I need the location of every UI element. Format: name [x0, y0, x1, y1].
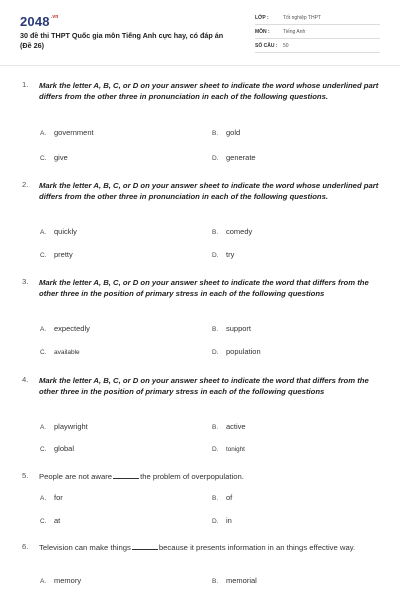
option-text: generate [226, 153, 256, 162]
option-text: try [226, 250, 235, 259]
option-a[interactable] [40, 227, 77, 236]
question-text-after: because it presents information in an things effective way. [158, 543, 356, 552]
answer-blank [113, 472, 139, 479]
option-letter: A. [40, 424, 47, 431]
option-letter: C. [40, 446, 47, 453]
question-instruction: Mark the letter A, B, C, or D on your answer sheet to indicate the word whose underlined part differs from the other three in pronunciation in each of the following questions. [39, 181, 379, 201]
option-text: quickly [54, 227, 77, 236]
option-letter: A. [40, 130, 47, 137]
question-number: 1. [22, 80, 29, 89]
question-number: 5. [22, 471, 29, 480]
question-instruction: Mark the letter A, B, C, or D on your answer sheet to indicate the word that differs from the other three in the position of primary stress in each of the following questions [39, 376, 369, 396]
option-letter: D. [212, 155, 219, 162]
option-letter: D. [212, 349, 219, 356]
option-letter: A. [40, 495, 47, 502]
option-text: global [54, 444, 75, 453]
meta-value: 50 [283, 43, 289, 49]
option-text: expectedly [54, 324, 90, 333]
option-b[interactable] [212, 324, 251, 333]
question-text [39, 471, 382, 482]
option-letter: B. [212, 229, 219, 236]
answer-blank [132, 543, 158, 550]
option-letter: D. [212, 518, 219, 525]
option-letter: D. [212, 446, 219, 453]
option-letter: B. [212, 578, 219, 585]
option-d[interactable] [212, 153, 256, 162]
option-b[interactable] [212, 422, 246, 431]
option-letter: C. [40, 349, 47, 356]
option-letter: B. [212, 495, 219, 502]
option-a[interactable] [40, 493, 63, 502]
meta-row-subject [255, 28, 380, 39]
question-number: 2. [22, 180, 29, 189]
meta-row-count [255, 42, 380, 53]
question-number: 4. [22, 375, 29, 384]
question-text-before: People are not aware [39, 472, 113, 481]
question-instruction: Mark the letter A, B, C, or D on your answer sheet to indicate the word whose underlined part differs from the other three in pronunciation in each of the following questions. [39, 81, 379, 101]
question-instruction: Mark the letter A, B, C, or D on your answer sheet to indicate the word that differs from the other three in the position of primary stress in each of the following questions [39, 278, 369, 298]
meta-value: Tiếng Anh [283, 29, 306, 35]
meta-label: LỚP : [255, 15, 269, 21]
site-logo[interactable] [20, 14, 59, 29]
option-a[interactable] [40, 422, 88, 431]
option-letter: C. [40, 518, 47, 525]
question-text-before: Television can make things [39, 543, 131, 552]
option-text: comedy [226, 227, 253, 236]
option-letter: D. [212, 252, 219, 259]
option-letter: A. [40, 578, 47, 585]
option-b[interactable] [212, 128, 240, 137]
option-text: pretty [54, 250, 73, 259]
option-text: give [54, 153, 68, 162]
question-text-after: the problem of overpopulation. [140, 472, 244, 481]
option-text: memorial [226, 576, 257, 585]
meta-label: SỐ CÂU : [255, 43, 278, 49]
option-a[interactable] [40, 576, 81, 585]
logo-text: 2048 [20, 14, 50, 29]
option-text: at [54, 516, 61, 525]
option-text: in [226, 516, 232, 525]
option-d[interactable] [212, 250, 234, 259]
option-text: gold [226, 128, 241, 137]
option-b[interactable] [212, 227, 252, 236]
question-number: 6. [22, 542, 29, 551]
option-text: active [226, 422, 246, 431]
option-text: for [54, 493, 63, 502]
meta-value: Tốt nghiệp THPT [283, 15, 321, 21]
option-d[interactable] [212, 516, 232, 525]
option-text: playwright [54, 422, 88, 431]
meta-row-class [255, 14, 380, 25]
option-text: government [54, 128, 94, 137]
option-text: tonight [226, 446, 245, 453]
option-c[interactable] [40, 444, 74, 453]
option-c[interactable] [40, 347, 80, 356]
option-text: memory [54, 576, 82, 585]
option-text: support [226, 324, 252, 333]
option-letter: A. [40, 326, 47, 333]
option-letter: C. [40, 252, 47, 259]
option-c[interactable] [40, 250, 73, 259]
option-c[interactable] [40, 516, 60, 525]
option-d[interactable] [212, 347, 261, 356]
option-d[interactable] [212, 444, 245, 453]
page-header [0, 0, 400, 66]
option-b[interactable] [212, 576, 257, 585]
option-a[interactable] [40, 128, 94, 137]
option-letter: C. [40, 155, 47, 162]
document-title: 30 đề thi THPT Quốc gia môn Tiếng Anh cực hay, có đáp án (Đề 26) [20, 31, 224, 50]
meta-label: MÔN : [255, 29, 270, 35]
logo-suffix: .vn [50, 14, 59, 20]
option-text: population [226, 347, 261, 356]
option-c[interactable] [40, 153, 68, 162]
option-a[interactable] [40, 324, 90, 333]
option-letter: B. [212, 424, 219, 431]
option-text: of [226, 493, 233, 502]
option-text: available [54, 349, 80, 356]
question-text [39, 542, 382, 553]
option-letter: B. [212, 130, 219, 137]
option-letter: B. [212, 326, 219, 333]
option-letter: A. [40, 229, 47, 236]
question-number: 3. [22, 277, 29, 286]
option-b[interactable] [212, 493, 232, 502]
